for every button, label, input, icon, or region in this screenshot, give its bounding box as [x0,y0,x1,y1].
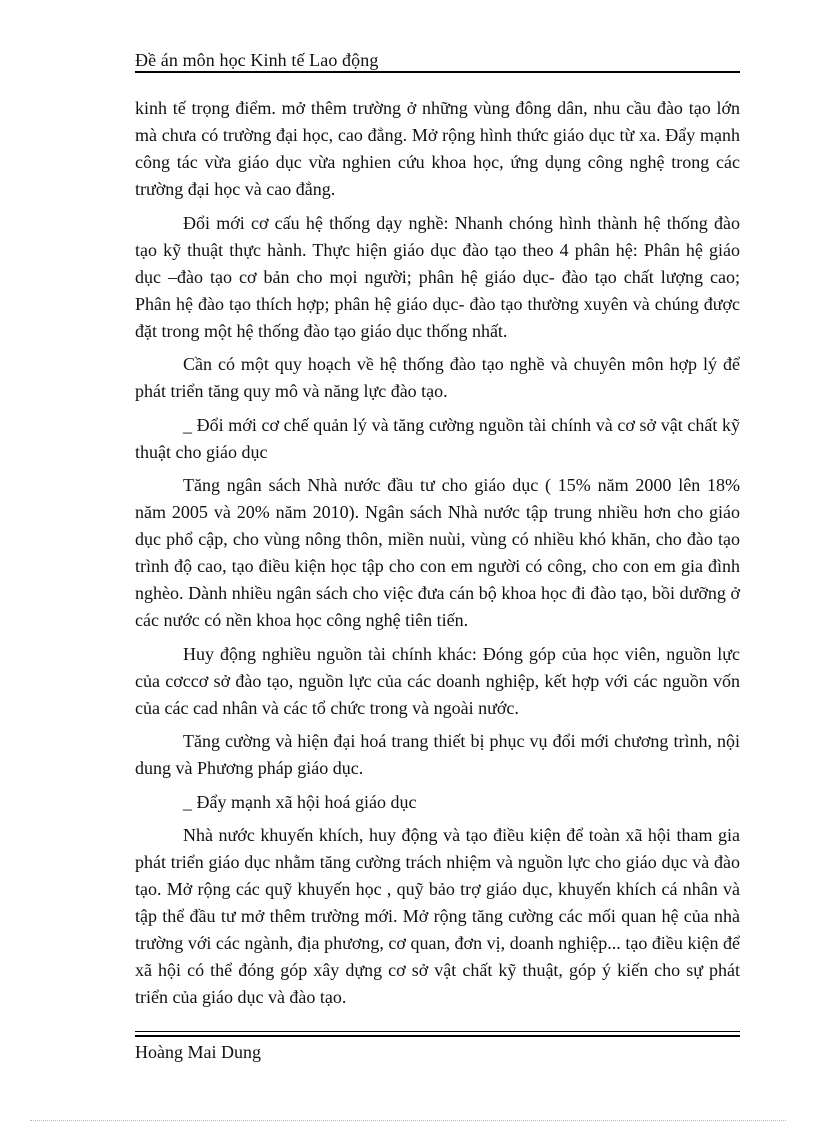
header-divider [135,71,740,73]
paragraph-5: Tăng ngân sách Nhà nước đầu tư cho giáo dục ( 15% năm 2000 lên 18% năm 2005 và 20% năm 2010). Ngân sách Nhà nước tập trung nhiều hơn cho giáo dục phổ cập, cho vùng nông thôn, miền nuùi, vùng có nhiều khó khăn, cho đào tạo trình độ cao, tạo điều kiện học tập cho con em người có công, cho con em gia đình nghèo. Dành nhiều ngân sách cho việc đưa cán bộ khoa học đi đào tạo, bồi dưỡng ở các nước có nền khoa học công nghệ tiên tiến. [135,475,740,630]
page-header-title: Đề án môn học Kinh tế Lao động [135,50,379,70]
paragraph-7: Tăng cường và hiện đại hoá trang thiết bị phục vụ đổi mới chương trình, nội dung và Phương pháp giáo dục. [135,731,740,778]
paragraph-6: Huy động nghiều nguồn tài chính khác: Đóng góp của học viên, nguồn lực của cơccơ sở đào tạo, nguồn lực của các doanh nghiệp, kết hợp với các nguồn vốn của các cad nhân và các tổ chức trong và ngoài nước. [135,643,740,718]
document-body [135,95,740,1018]
paragraph-2: Đổi mới cơ cấu hệ thống dạy nghề: Nhanh chóng hình thành hệ thống đào tạo kỹ thuật thực hành. Thực hiện giáo dục đào tạo theo 4 phân hệ: Phân hệ giáo dục –đào tạo cơ bản cho mọi người; phân hệ giáo dục- đào tạo chất lượng cao; Phân hệ đào tạo thích hợp; phân hệ giáo dục- đào tạo thường xuyên và chúng được đặt trong một hệ thống đào tạo giáo dục thống nhất. [135,212,740,341]
paragraph-8: _ Đẩy mạnh xã hội hoá giáo dục [183,791,417,812]
paragraph-9: Nhà nước khuyến khích, huy động và tạo điều kiện để toàn xã hội tham gia phát triển giáo dục nhằm tăng cường trách nhiệm và nguồn lực cho giáo dục và đào tạo. Mở rộng các quỹ khuyến học , quỹ bảo trợ giáo dục, khuyến khích cá nhân và tập thể đầu tư mở thêm trường mới. Mở rộng tăng cường các mối quan hệ của nhà trường với các ngành, địa phương, cơ quan, đơn vị, doanh nghiệp... tạo điều kiện để xã hội có thể đóng góp xây dựng cơ sở vật chất kỹ thuật, góp ý kiến cho sự phát triển của giáo dục và đào tạo. [135,825,740,1007]
page-footer-author: Hoàng Mai Dung [135,1042,261,1062]
footer-divider [135,1031,740,1037]
page-bottom-border [30,1120,786,1121]
paragraph-3: Cần có một quy hoạch về hệ thống đào tạo nghề và chuyên môn hợp lý để phát triển tăng quy mô và năng lực đào tạo. [135,354,740,401]
paragraph-4: _ Đổi mới cơ chế quản lý và tăng cường nguồn tài chính và cơ sở vật chất kỹ thuật cho giáo dục [135,414,740,462]
paragraph-1: kinh tế trọng điểm. mở thêm trường ở những vùng đông dân, nhu cầu đào tạo lớn mà chưa có trường đại học, cao đẳng. Mở rộng hình thức giáo dục từ xa. Đẩy mạnh công tác vừa giáo dục vừa nghien cứu khoa học, ứng dụng công nghệ trong các trường đại học và cao đẳng. [135,98,740,199]
